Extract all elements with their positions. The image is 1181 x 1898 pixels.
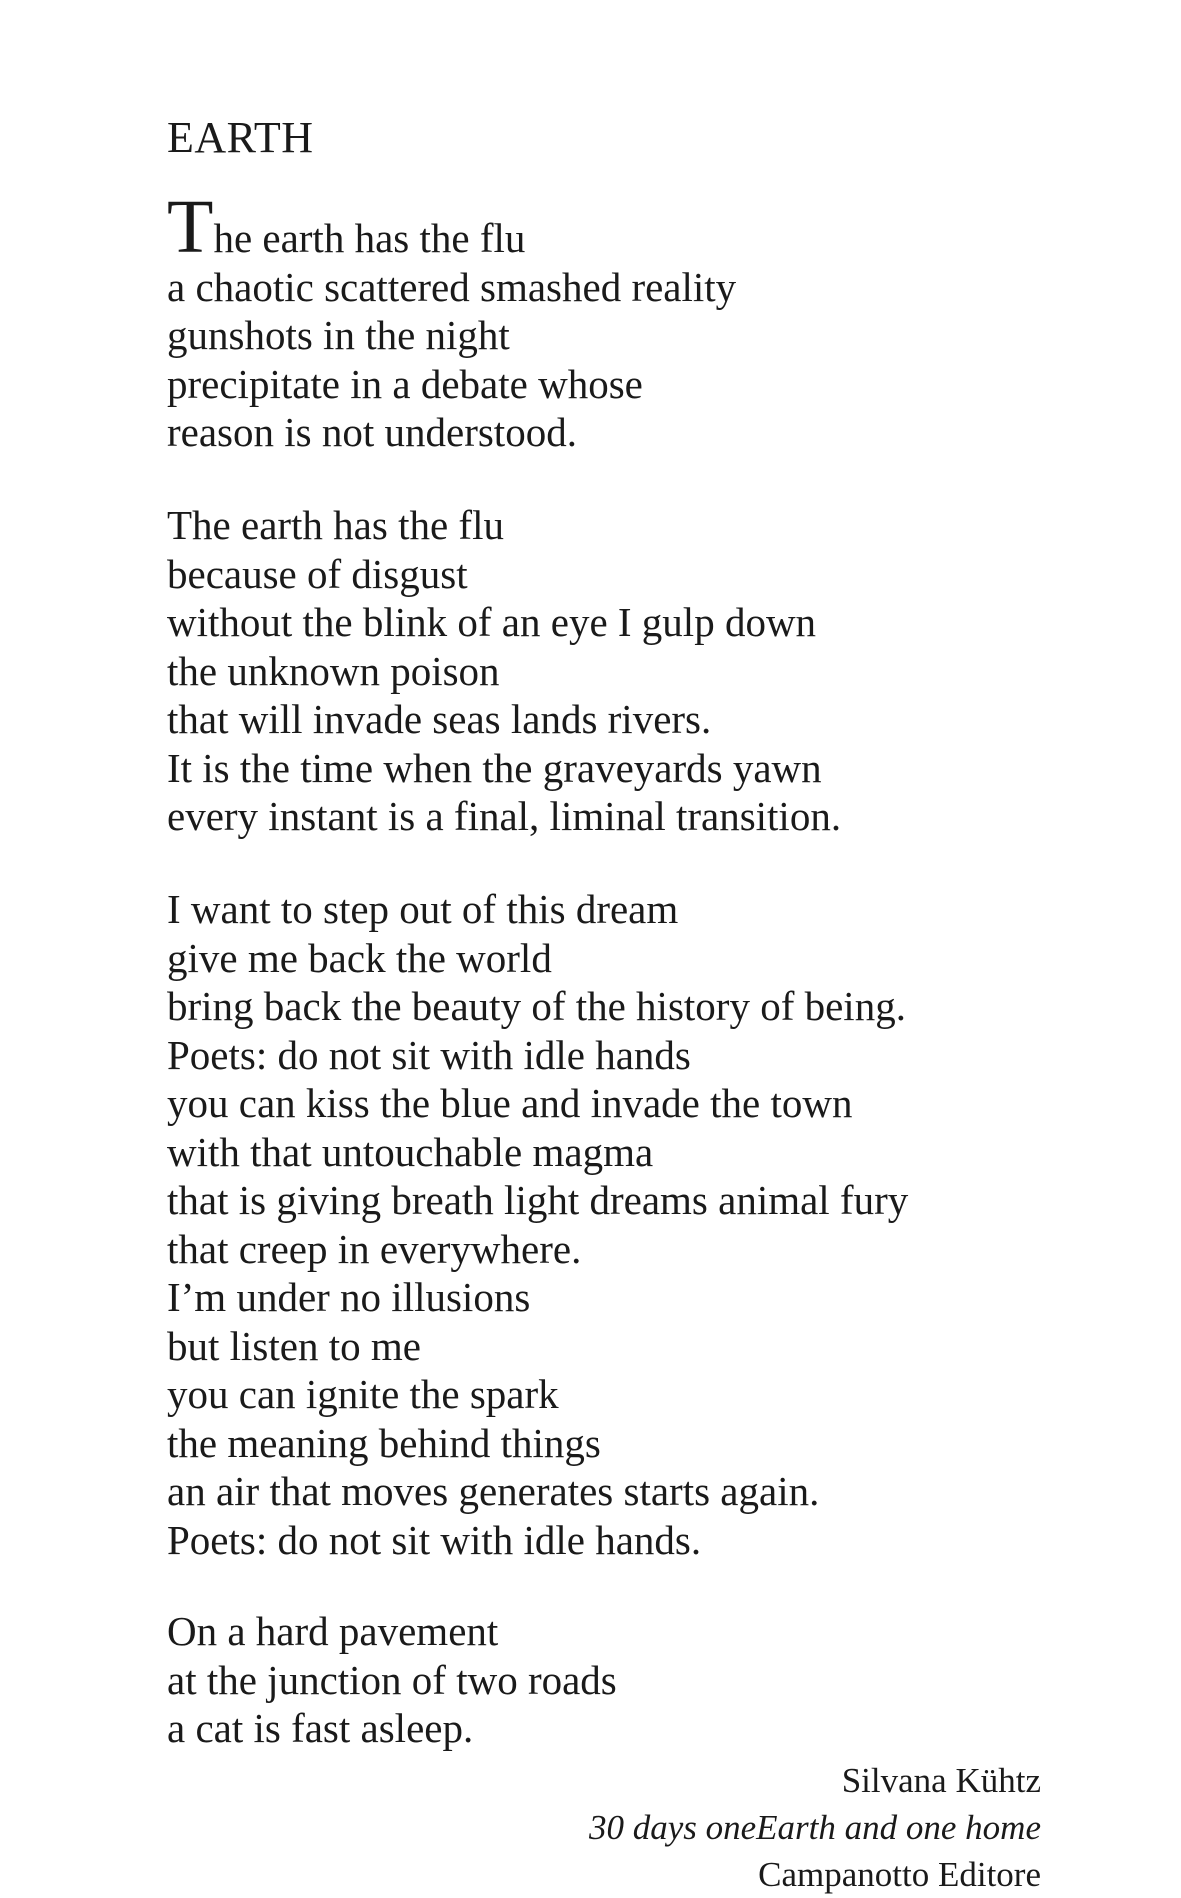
stanza-1 <box>167 185 1067 457</box>
poem-line: at the junction of two roads <box>167 1656 617 1703</box>
poem-line: The earth has the flu <box>167 502 504 548</box>
poem-line: the meaning behind things <box>167 1419 601 1466</box>
poem-line: that creep in everywhere. <box>167 1225 582 1272</box>
poem-line: but listen to me <box>167 1322 421 1369</box>
poem-line: give me back the world <box>167 934 552 981</box>
poem-line: because of disgust <box>167 550 468 597</box>
stanza-2 <box>167 501 1067 841</box>
stanza-3 <box>167 885 1067 1564</box>
poem-line: a cat is fast asleep. <box>167 1705 474 1751</box>
poem-line: that will invade seas lands rivers. <box>167 696 712 742</box>
poem-line: precipitate in a debate whose <box>167 360 643 407</box>
poem-line: an air that moves generates starts again. <box>167 1468 820 1514</box>
poem-line: reason is not understood. <box>167 409 577 455</box>
poem-line <box>167 185 1067 269</box>
poem-line: Poets: do not sit with idle hands <box>167 1031 691 1078</box>
poem-line: On a hard pavement <box>167 1608 499 1654</box>
poem-line: every instant is a final, liminal transition. <box>167 793 842 839</box>
poem-line: without the blink of an eye I gulp down <box>167 599 817 645</box>
poem-title: EARTH <box>167 113 314 162</box>
drop-cap: T <box>167 185 214 269</box>
poem-line: I want to step out of this dream <box>167 886 679 932</box>
stanza-4 <box>167 1607 1067 1753</box>
poem-line: Poets: do not sit with idle hands. <box>167 1516 702 1563</box>
book-title: 30 days oneEarth and one home <box>588 1808 1041 1847</box>
poem-line: that is giving breath light dreams animal fury <box>167 1177 909 1223</box>
poem-line: you can ignite the spark <box>167 1371 559 1417</box>
poem-line: the unknown poison <box>167 647 500 694</box>
poem-line: bring back the beauty of the history of being. <box>167 983 906 1029</box>
poem-line: a chaotic scattered smashed reality <box>167 263 737 310</box>
author-name: Silvana Kühtz <box>841 1761 1041 1800</box>
poem-line: It is the time when the graveyards yawn <box>167 744 822 791</box>
poem-line: you can kiss the blue and invade the town <box>167 1080 853 1126</box>
first-line-text: he earth has the flu <box>213 215 526 261</box>
poem-line: with that untouchable magma <box>167 1128 654 1175</box>
credits <box>589 1757 1041 1898</box>
publisher-name: Campanotto Editore <box>758 1855 1041 1894</box>
poem-line: I’m under no illusions <box>167 1274 531 1320</box>
poem-line: gunshots in the night <box>167 312 510 358</box>
